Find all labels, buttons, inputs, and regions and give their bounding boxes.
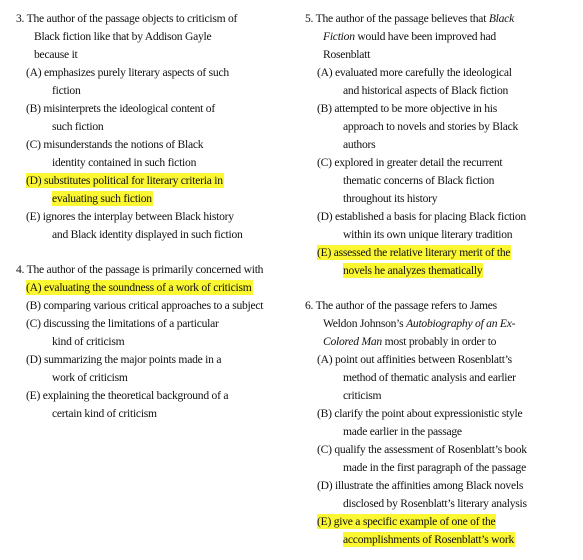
option-line: throughout its history	[343, 192, 438, 205]
question-5-stem-line: Fiction would have been improved had	[323, 30, 496, 43]
option-line: kind of criticism	[52, 335, 125, 348]
question-4-option-e	[14, 387, 296, 423]
question-3-option-e	[14, 208, 296, 244]
highlighted-text: evaluating such fiction	[52, 192, 152, 205]
highlighted-text: (D) substitutes political for literary criteria in	[26, 174, 223, 187]
option-line: criticism	[343, 389, 382, 402]
question-3-option-a	[14, 64, 296, 100]
question-5-option-a	[303, 64, 573, 100]
option-line: (E) ignores the interplay between Black history	[26, 210, 234, 223]
option-line: (E) explaining the theoretical background of a	[26, 389, 229, 402]
highlighted-text: (A) evaluating the soundness of a work of criticism	[26, 281, 252, 294]
option-line: (D) established a basis for placing Black fiction	[317, 210, 526, 223]
question-6	[303, 297, 573, 549]
question-3-option-b	[14, 100, 296, 136]
question-5-stem-line: 5. The author of the passage believes that Black	[305, 12, 514, 25]
option-line: made earlier in the passage	[343, 425, 462, 438]
option-line: identity contained in such fiction	[52, 156, 197, 169]
option-line: disclosed by Rosenblatt’s literary analysis	[343, 497, 527, 510]
option-line: (A) point out affinities between Rosenblatt’s	[317, 353, 512, 366]
question-5-option-c	[303, 154, 573, 208]
highlighted-text: accomplishments of Rosenblatt’s work	[343, 533, 514, 546]
option-line: work of criticism	[52, 371, 128, 384]
option-line: (C) misunderstands the notions of Black	[26, 138, 204, 151]
option-line: (B) comparing various critical approaches to a subject	[26, 299, 264, 312]
question-3-stem-line: because it	[34, 48, 78, 61]
option-line: certain kind of criticism	[52, 407, 157, 420]
right-column	[303, 10, 573, 549]
question-6-stem-line: Weldon Johnson’s Autobiography of an Ex-	[323, 317, 516, 330]
question-6-option-a	[303, 351, 573, 405]
question-4-option-a-highlighted	[14, 279, 296, 297]
option-line: (A) evaluated more carefully the ideological	[317, 66, 512, 79]
question-4-option-b	[14, 297, 296, 315]
option-line: (C) qualify the assessment of Rosenblatt’s book	[317, 443, 527, 456]
option-line: (B) clarify the point about expressionistic style	[317, 407, 523, 420]
option-line: authors	[343, 138, 376, 151]
question-3-option-c	[14, 136, 296, 172]
option-line: and Black identity displayed in such fiction	[52, 228, 243, 241]
question-5-option-e-highlighted	[303, 244, 573, 280]
option-line: and historical aspects of Black fiction	[343, 84, 509, 97]
question-4-stem-line: 4. The author of the passage is primarily concerned with	[16, 263, 264, 276]
question-3	[14, 10, 296, 244]
highlighted-text: novels he analyzes thematically	[343, 264, 483, 277]
question-4	[14, 261, 296, 423]
option-line: within its own unique literary tradition	[343, 228, 513, 241]
highlighted-text: (E) assessed the relative literary merit of the	[317, 246, 511, 259]
question-5-option-b	[303, 100, 573, 154]
question-4-option-d	[14, 351, 296, 387]
option-line: (B) misinterprets the ideological content of	[26, 102, 215, 115]
highlighted-text: (E) give a specific example of one of the	[317, 515, 496, 528]
question-6-option-d	[303, 477, 573, 513]
question-3-option-d-highlighted	[14, 172, 296, 208]
question-4-option-c	[14, 315, 296, 351]
option-line: made in the first paragraph of the passage	[343, 461, 526, 474]
question-5-option-d	[303, 208, 573, 244]
option-line: (D) illustrate the affinities among Black novels	[317, 479, 524, 492]
question-5-stem-line: Rosenblatt	[323, 48, 371, 61]
left-column	[14, 10, 296, 423]
question-6-stem-line: 6. The author of the passage refers to James	[305, 299, 497, 312]
option-line: (D) summarizing the major points made in a	[26, 353, 222, 366]
option-line: approach to novels and stories by Black	[343, 120, 519, 133]
question-6-option-c	[303, 441, 573, 477]
question-5	[303, 10, 573, 280]
option-line: thematic concerns of Black fiction	[343, 174, 495, 187]
option-line: (C) explored in greater detail the recurrent	[317, 156, 503, 169]
option-line: (C) discussing the limitations of a particular	[26, 317, 219, 330]
question-6-option-b	[303, 405, 573, 441]
option-line: (A) emphasizes purely literary aspects of such	[26, 66, 229, 79]
question-6-option-e-highlighted	[303, 513, 573, 549]
option-line: method of thematic analysis and earlier	[343, 371, 516, 384]
question-6-stem-line: Colored Man most probably in order to	[323, 335, 497, 348]
option-line: (B) attempted to be more objective in his	[317, 102, 498, 115]
question-3-stem-line: 3. The author of the passage objects to criticism of	[16, 12, 238, 25]
option-line: such fiction	[52, 120, 104, 133]
question-3-stem-line: Black fiction like that by Addison Gayle	[34, 30, 212, 43]
option-line: fiction	[52, 84, 81, 97]
